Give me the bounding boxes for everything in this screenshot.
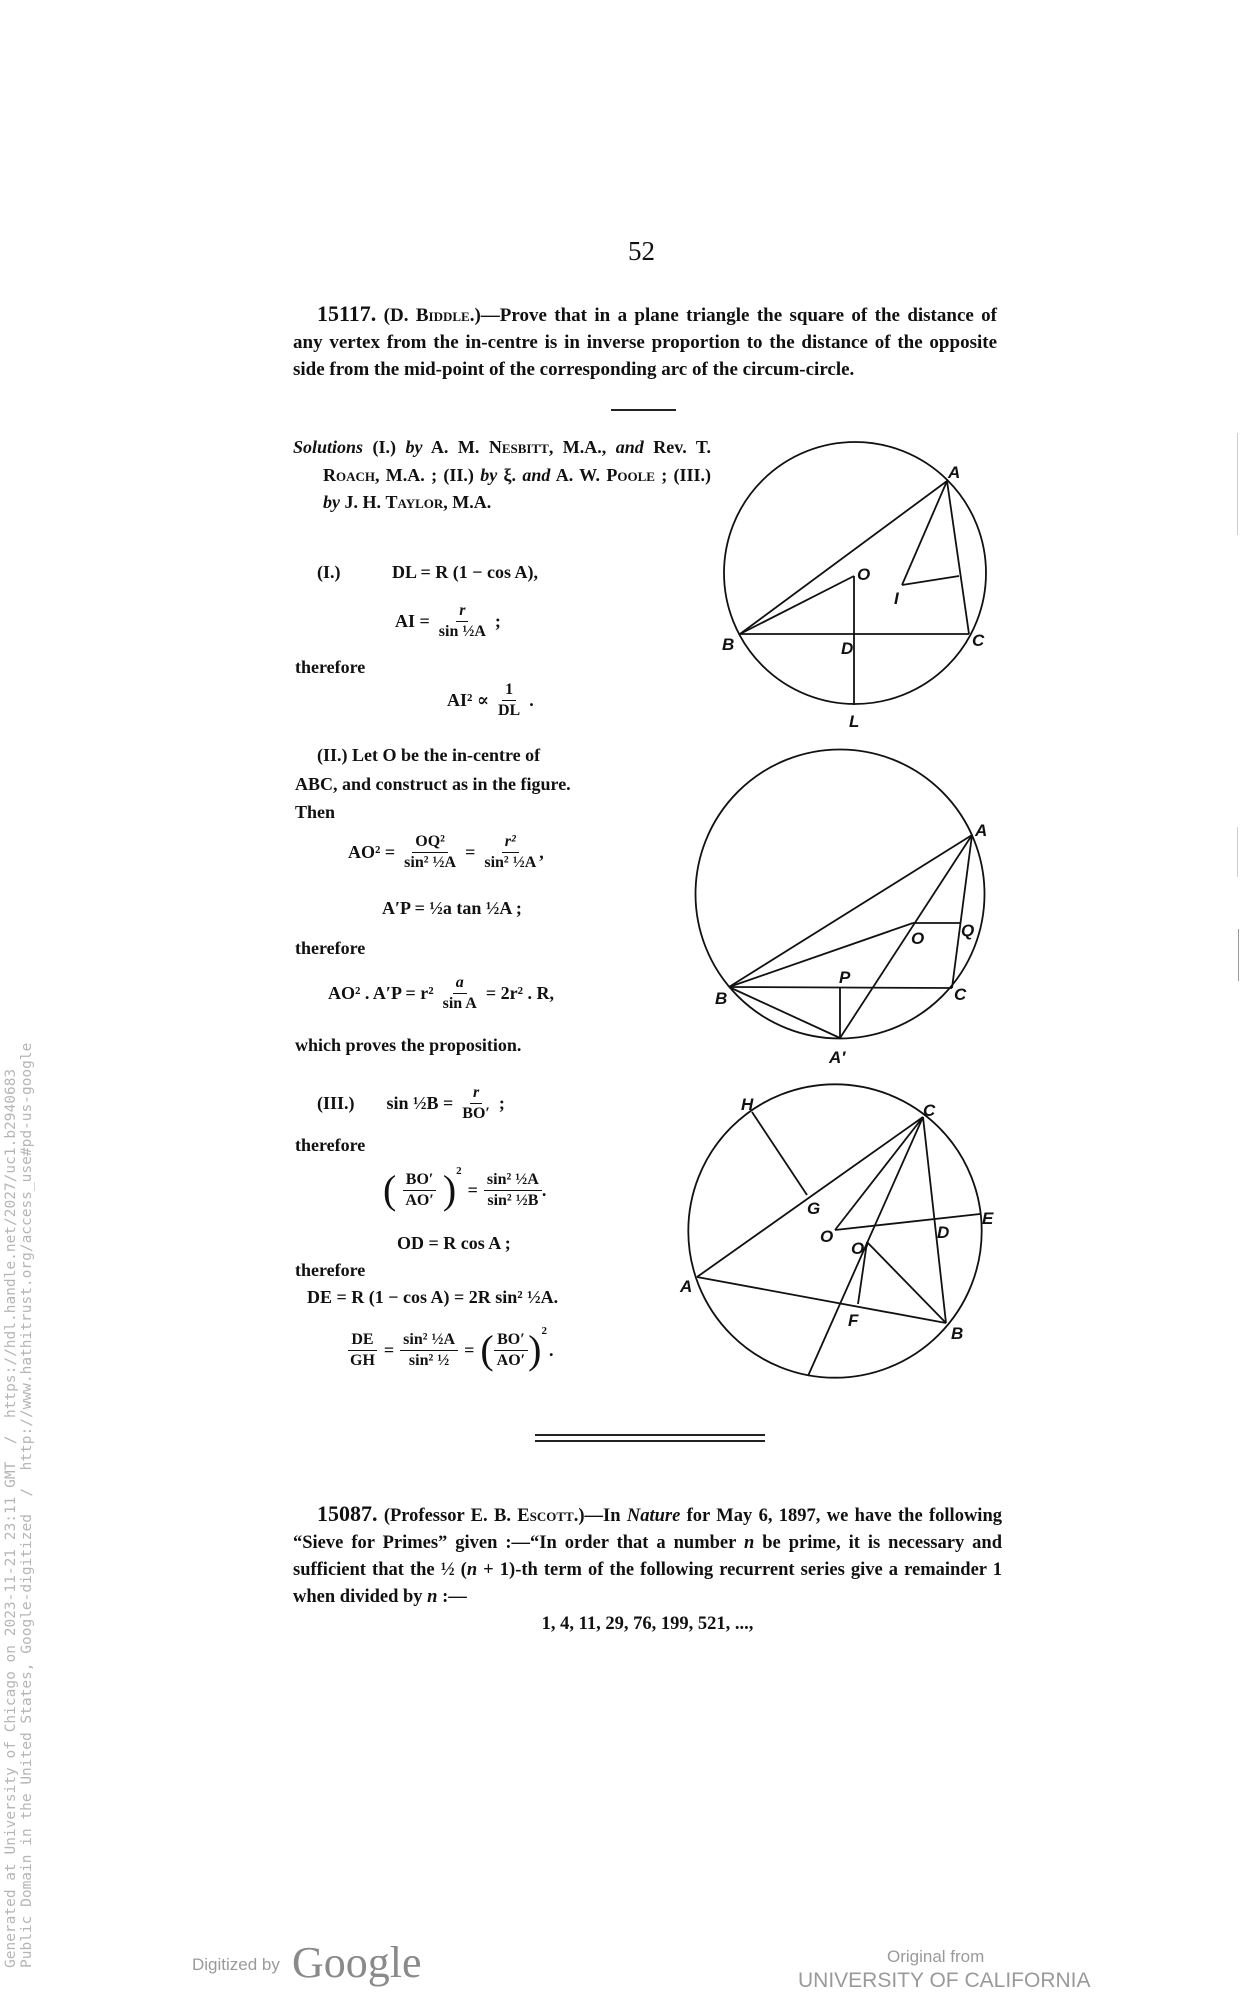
digitized-by-label: Digitized by [192, 1955, 280, 1974]
solution-2-eq2: A′P = ½a tan ½A ; [382, 898, 522, 918]
paren: ) [528, 1327, 542, 1372]
line-aa-prime [840, 835, 975, 1038]
therefore: therefore [295, 1260, 366, 1280]
label-p: P [839, 968, 851, 987]
figure-3 [679, 1084, 994, 1377]
eq-rhs: = 2r² . R, [485, 982, 555, 1003]
line-ai [902, 481, 947, 585]
author-close: .) [469, 305, 481, 326]
line-oe [835, 1214, 980, 1230]
author-close: .) [573, 1506, 585, 1526]
numerator: DE [348, 1330, 376, 1351]
therefore: therefore [295, 657, 366, 677]
solution-3-eq2 [383, 1165, 546, 1215]
problem-15117 [293, 300, 997, 383]
statement-text: for May 6, 1897, we have the following “Sieve for Primes” given :—“In order that a number [293, 1506, 1002, 1553]
label-a-prime: A′ [829, 1048, 846, 1067]
label-b: B [715, 989, 728, 1008]
scan-mark [1237, 827, 1238, 877]
numerator: BO′ [494, 1330, 528, 1351]
eq-end: ; [498, 1092, 505, 1113]
numerator: BO′ [403, 1170, 437, 1191]
credit-text: J. H. [340, 492, 382, 512]
solution-3-eq5 [347, 1325, 554, 1375]
line-ab [697, 1277, 946, 1323]
line-bc [729, 987, 952, 988]
line-cb [923, 1117, 946, 1323]
eq-end: , [539, 841, 544, 862]
exponent: 2 [456, 1165, 462, 1177]
figure-2 [696, 750, 988, 1068]
eq-lhs: AO² = [348, 841, 396, 862]
equals: = [467, 1179, 478, 1200]
problem-author: Biddle [415, 305, 470, 326]
problem-number: 15087. [317, 1501, 378, 1526]
equals: = [465, 841, 476, 862]
institution-name: UNIVERSITY OF CALIFORNIA [798, 1969, 1091, 1992]
statement-text: :— [437, 1587, 467, 1607]
intro-line: Then [295, 802, 336, 822]
label-f: F [848, 1311, 859, 1330]
label-d: D [937, 1223, 950, 1242]
line-ca [697, 1117, 923, 1277]
solution-3-eq3: OD = R cos A ; [397, 1233, 511, 1253]
denominator: sin² ½A [484, 853, 537, 871]
line-ab [729, 835, 975, 987]
solution-2-conclusion: which proves the proposition. [295, 1035, 522, 1055]
line-bo [740, 576, 854, 634]
denominator: AO′ [405, 1191, 434, 1209]
equals: = [383, 1339, 395, 1360]
numerator: r [456, 601, 468, 622]
credit-text: Rev. T. [643, 437, 712, 457]
label-c: C [923, 1101, 936, 1120]
solution-1-label: (I.) [317, 562, 341, 582]
solution-2-eq1 [348, 827, 544, 877]
eq-lhs: AI = [395, 610, 430, 631]
circumcircle [724, 442, 986, 704]
sequence: 1, 4, 11, 29, 76, 199, 521, ..., [541, 1614, 754, 1634]
eq-lhs: AO² . A′P = r² [328, 982, 434, 1003]
author-open: (D. [383, 305, 416, 326]
label-b: B [722, 635, 735, 654]
credit-text: , M.A., [548, 437, 607, 457]
solution-1-eq2 [395, 596, 501, 646]
line-o-prime-b [867, 1242, 946, 1323]
credit-text: A. W. [550, 464, 607, 485]
eq-lhs: sin ½B = [386, 1092, 454, 1113]
therefore: therefore [295, 1135, 366, 1155]
exponent: 2 [541, 1325, 547, 1337]
credit-text: ; (III.) [654, 464, 712, 485]
solver-name: Poole [606, 464, 655, 485]
solver-name: Roach [323, 464, 375, 485]
numerator: a [453, 973, 467, 994]
double-rule-bottom [535, 1440, 765, 1442]
denominator: sin² ½B [487, 1191, 539, 1209]
numerator: sin² ½A [484, 1170, 542, 1191]
solution-1-eq1: DL = R (1 − cos A), [392, 562, 539, 582]
label-g: G [807, 1199, 821, 1218]
double-rule-top [535, 1434, 765, 1436]
solution-2-eq3 [328, 968, 554, 1018]
paren: ( [480, 1327, 494, 1372]
variable: n [466, 1560, 478, 1580]
equals: = [464, 1339, 475, 1360]
denominator: DL [498, 701, 521, 719]
label-i: I [894, 589, 899, 608]
credit-text: , M.A. [443, 492, 492, 512]
solver-name: Taylor [385, 492, 444, 512]
label-o-prime: O′ [851, 1239, 869, 1258]
hathitrust-watermark [3, 1043, 35, 1968]
scan-mark [1238, 929, 1239, 981]
eq-end: . [549, 1339, 554, 1360]
figure-1 [722, 442, 986, 731]
solution-1-eq3 [447, 675, 534, 725]
author-open: (Professor E. B. [377, 1506, 518, 1526]
fraction [494, 1330, 529, 1371]
label-q: Q [961, 921, 975, 940]
line-ac [952, 835, 975, 988]
statement-text: be prime, it is necessary and sufficient that the ½ ( [293, 1533, 1003, 1580]
label-a: A [680, 1277, 693, 1296]
numerator: r² [502, 832, 519, 853]
fraction [459, 1083, 493, 1124]
scan-mark [1237, 433, 1238, 535]
denominator: AO′ [496, 1351, 526, 1369]
therefore: therefore [295, 938, 366, 958]
label-b: B [951, 1324, 964, 1343]
fraction [400, 1330, 458, 1371]
solution-2-intro [295, 741, 655, 827]
label-a: A [975, 821, 988, 840]
line-o-prime-f [858, 1242, 867, 1304]
solver-name: ξ. [497, 464, 517, 485]
google-logo: Google [292, 1938, 422, 1987]
credit-text: by [323, 492, 340, 512]
circumcircle [696, 750, 988, 1039]
line-hg [752, 1112, 807, 1195]
credit-text: and [522, 464, 551, 485]
label-c: C [954, 985, 967, 1004]
denominator: BO′ [462, 1104, 490, 1122]
solution-3-eq1 [317, 1078, 505, 1128]
credit-text: and [615, 437, 644, 457]
denominator: sin² ½A [404, 853, 457, 871]
fraction [436, 601, 489, 642]
credit-text: (I.) [363, 437, 406, 457]
label-l: L [849, 712, 860, 731]
eq-end: . [529, 689, 534, 710]
line-bo [729, 923, 913, 987]
label-c: C [972, 631, 985, 650]
denominator: sin ½A [438, 622, 486, 640]
intro-line: ABC, and construct as in the figure. [295, 773, 571, 794]
line-ba [740, 481, 947, 634]
fraction [440, 973, 480, 1014]
label-e: E [982, 1209, 994, 1228]
variable: n [427, 1587, 438, 1607]
statement-text: —In [584, 1506, 627, 1526]
solver-name: Nesbitt [488, 437, 549, 457]
label-o: O [857, 565, 871, 584]
eq-lhs: AI² ∝ [447, 689, 489, 710]
fraction [481, 832, 539, 873]
fraction [495, 680, 523, 721]
credit-text: by [405, 437, 423, 457]
line-i-perp [902, 576, 959, 585]
fraction [484, 1170, 542, 1211]
original-from-label: Original from [887, 1947, 985, 1966]
credit-text: by [480, 464, 498, 485]
line-co [835, 1117, 923, 1230]
line-c-chord [808, 1117, 923, 1376]
denominator: sin² ½ [408, 1351, 450, 1369]
circumcircle [688, 1084, 981, 1377]
page-number: 52 [628, 236, 655, 266]
line-ba-prime [729, 987, 840, 1038]
paren: ) [442, 1167, 457, 1212]
journal-name: Nature [626, 1506, 681, 1526]
paren: ( [383, 1167, 397, 1212]
line-ac [947, 481, 969, 634]
problem-author: Escott [517, 1506, 574, 1526]
fraction [401, 832, 459, 873]
denominator: sin A [442, 994, 477, 1012]
solutions-label: Solutions [293, 437, 364, 457]
label-o: O [820, 1227, 834, 1246]
numerator: sin² ½A [400, 1330, 458, 1351]
problem-15087 [293, 1500, 1002, 1638]
watermark-line: Generated at University of Chicago on 2023-11-21 23:11 GMT / https://hdl.handle.net/2027/uc1.b2940683 [3, 1068, 19, 1968]
fraction [402, 1170, 437, 1211]
short-rule [611, 409, 676, 411]
problem-number: 15117. [317, 301, 377, 326]
variable: n [743, 1533, 755, 1553]
label-h: H [741, 1095, 754, 1114]
solution-3-eq4: DE = R (1 − cos A) = 2R sin² ½A. [307, 1287, 559, 1307]
fraction [347, 1330, 378, 1371]
denominator: GH [350, 1351, 375, 1369]
label-a: A [948, 463, 961, 482]
numerator: OQ² [412, 832, 448, 853]
numerator: r [470, 1083, 482, 1104]
solution-3-label: (III.) [317, 1092, 355, 1113]
statement-text: + 1)-th term of the following recurrent series give a remainder 1 when divided by [293, 1560, 1002, 1607]
credit-text: A. M. [422, 437, 489, 457]
intro-line: (II.) Let O be the in-centre of [317, 745, 541, 765]
label-o: O [911, 929, 925, 948]
problem-statement: —Prove that in a plane triangle the square of the distance of any vertex from the in-centre is in inverse proportion to the distance of the opposite side from the mid-point of the corresponding arc of the circum-circle. [293, 305, 998, 380]
solutions-credit [293, 434, 711, 517]
eq-end: ; [494, 610, 501, 631]
numerator: 1 [502, 680, 516, 701]
watermark-line: Public Domain in the United States, Google-digitized / http://www.hathitrust.org/access_use#pd-us-google [19, 1042, 35, 1968]
eq-end: . [541, 1179, 547, 1200]
credit-text: , M.A. ; (II.) [375, 464, 481, 485]
label-d: D [841, 639, 854, 658]
